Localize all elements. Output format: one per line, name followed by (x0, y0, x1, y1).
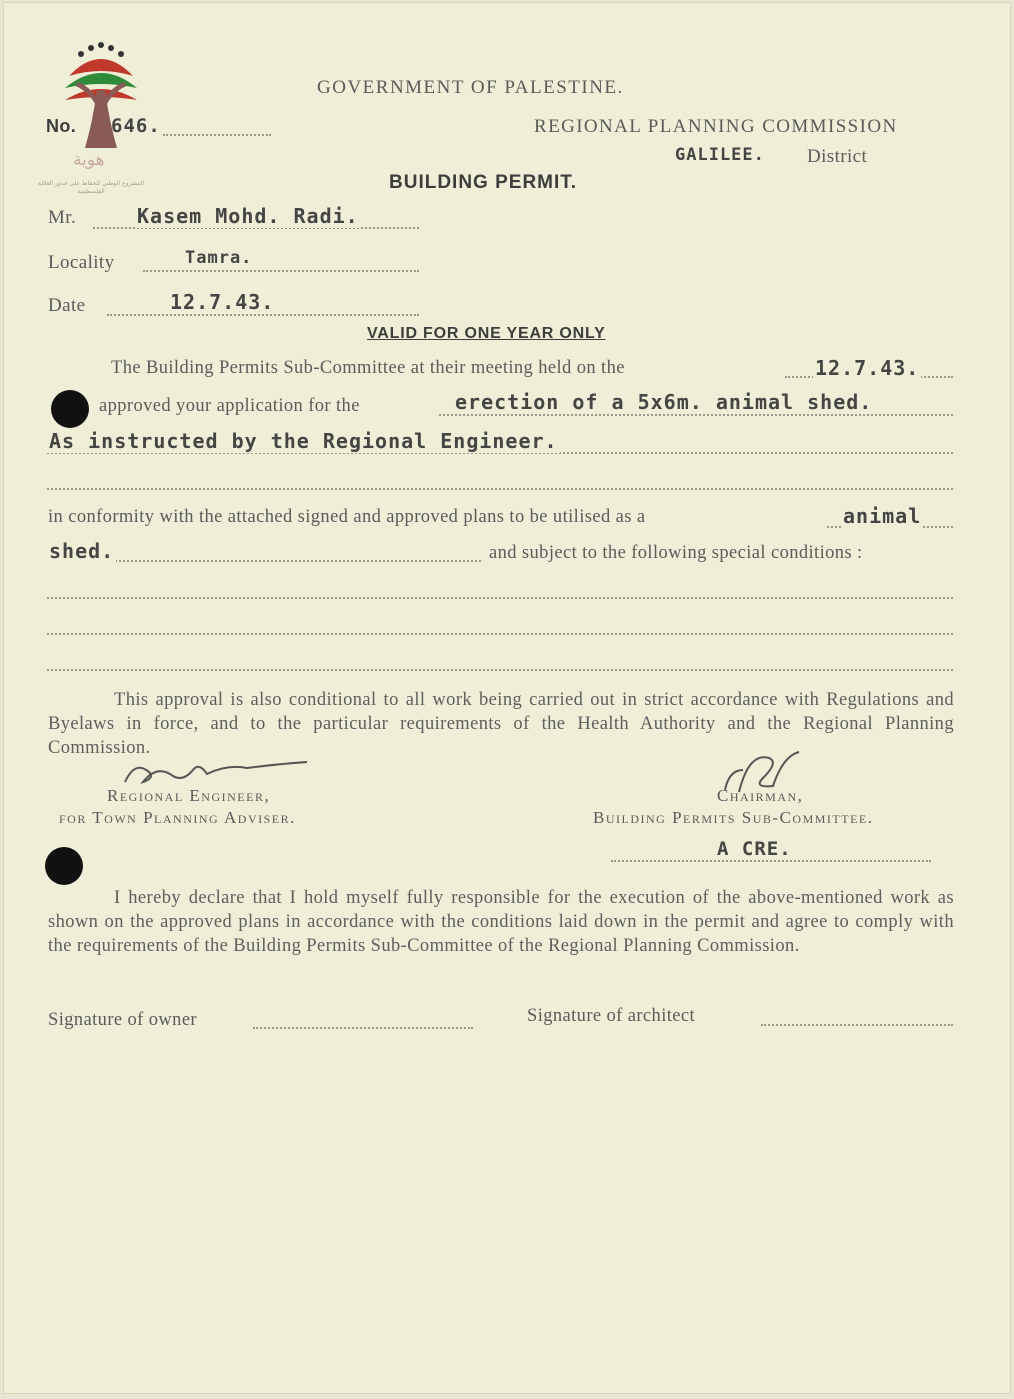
blank-line-4 (47, 669, 953, 671)
logo-arabic-name: هوية (73, 150, 105, 170)
owner-signature-label: Signature of owner (48, 1010, 197, 1030)
permit-document (3, 2, 1011, 1394)
regional-engineer-label: Regional Engineer, (107, 786, 271, 805)
mr-value: Kasem Mohd. Radi. (137, 204, 359, 228)
logo-arabic-caption: المشروع الوطني للحفاظ على جذور العائلة الفلسطينية (37, 180, 145, 195)
permit-no-value: 646. (111, 115, 161, 137)
utilised-as-1: animal (843, 504, 922, 528)
blank-line-1 (47, 488, 953, 490)
declaration-paragraph: I hereby declare that I hold myself fully responsible for the execution of the above-mentioned work as shown on the approved plans in accordance with the conditions laid down in the permit and agree to comply with the requirements of the Building Permits Sub-Committee of the Regional Planning Commission. (48, 888, 954, 956)
blank-line-3 (47, 633, 953, 635)
locality-label: Locality (48, 252, 115, 273)
permit-no-label: No. (46, 116, 77, 136)
punch-hole-bottom (45, 847, 83, 885)
architect-signature-dots (761, 1024, 953, 1026)
conformity-line: in conformity with the attached signed and approved plans to be utilised as a (48, 507, 646, 527)
meeting-line: The Building Permits Sub-Committee at their meeting held on the (111, 358, 625, 378)
approved-line: approved your application for the (99, 396, 360, 416)
date-dots (107, 314, 419, 316)
validity-heading: VALID FOR ONE YEAR ONLY (367, 325, 606, 342)
town-planning-label: for Town Planning Adviser. (59, 808, 296, 827)
application-for: erection of a 5x6m. animal shed. (455, 390, 873, 414)
locality-dots (143, 270, 419, 272)
application-dots (439, 414, 953, 416)
engineer-signature (119, 750, 339, 790)
date-label: Date (48, 295, 86, 316)
chairman-name-dots (611, 860, 931, 862)
blank-line-2 (47, 597, 953, 599)
instruction-text: As instructed by the Regional Engineer. (49, 429, 558, 453)
mr-label: Mr. (48, 207, 77, 228)
approval-paragraph: This approval is also conditional to all work being carried out in strict accordance with Regulations and Byelaws in force, and to the particular requirements of the Health Authority and the Regional Planning Commission. (48, 690, 954, 758)
district-label: District (807, 146, 868, 167)
owner-signature-dots (253, 1027, 473, 1029)
government-heading: GOVERNMENT OF PALESTINE. (317, 77, 624, 98)
permit-title: BUILDING PERMIT. (389, 172, 578, 193)
punch-hole-top (51, 390, 89, 428)
conditions-line: and subject to the following special conditions : (489, 543, 863, 563)
chairman-name: A CRE. (717, 838, 792, 860)
sub-committee-label: Building Permits Sub-Committee. (593, 808, 874, 827)
utilised-as-2: shed. (49, 539, 115, 563)
date-value: 12.7.43. (170, 290, 275, 314)
permit-no-dots (163, 134, 271, 136)
meeting-date: 12.7.43. (815, 356, 920, 380)
chairman-label: Chairman, (717, 786, 804, 805)
commission-heading: REGIONAL PLANNING COMMISSION (534, 116, 898, 137)
district-value: GALILEE. (675, 145, 765, 165)
locality-value: Tamra. (185, 248, 253, 268)
architect-signature-label: Signature of architect (527, 1006, 696, 1026)
